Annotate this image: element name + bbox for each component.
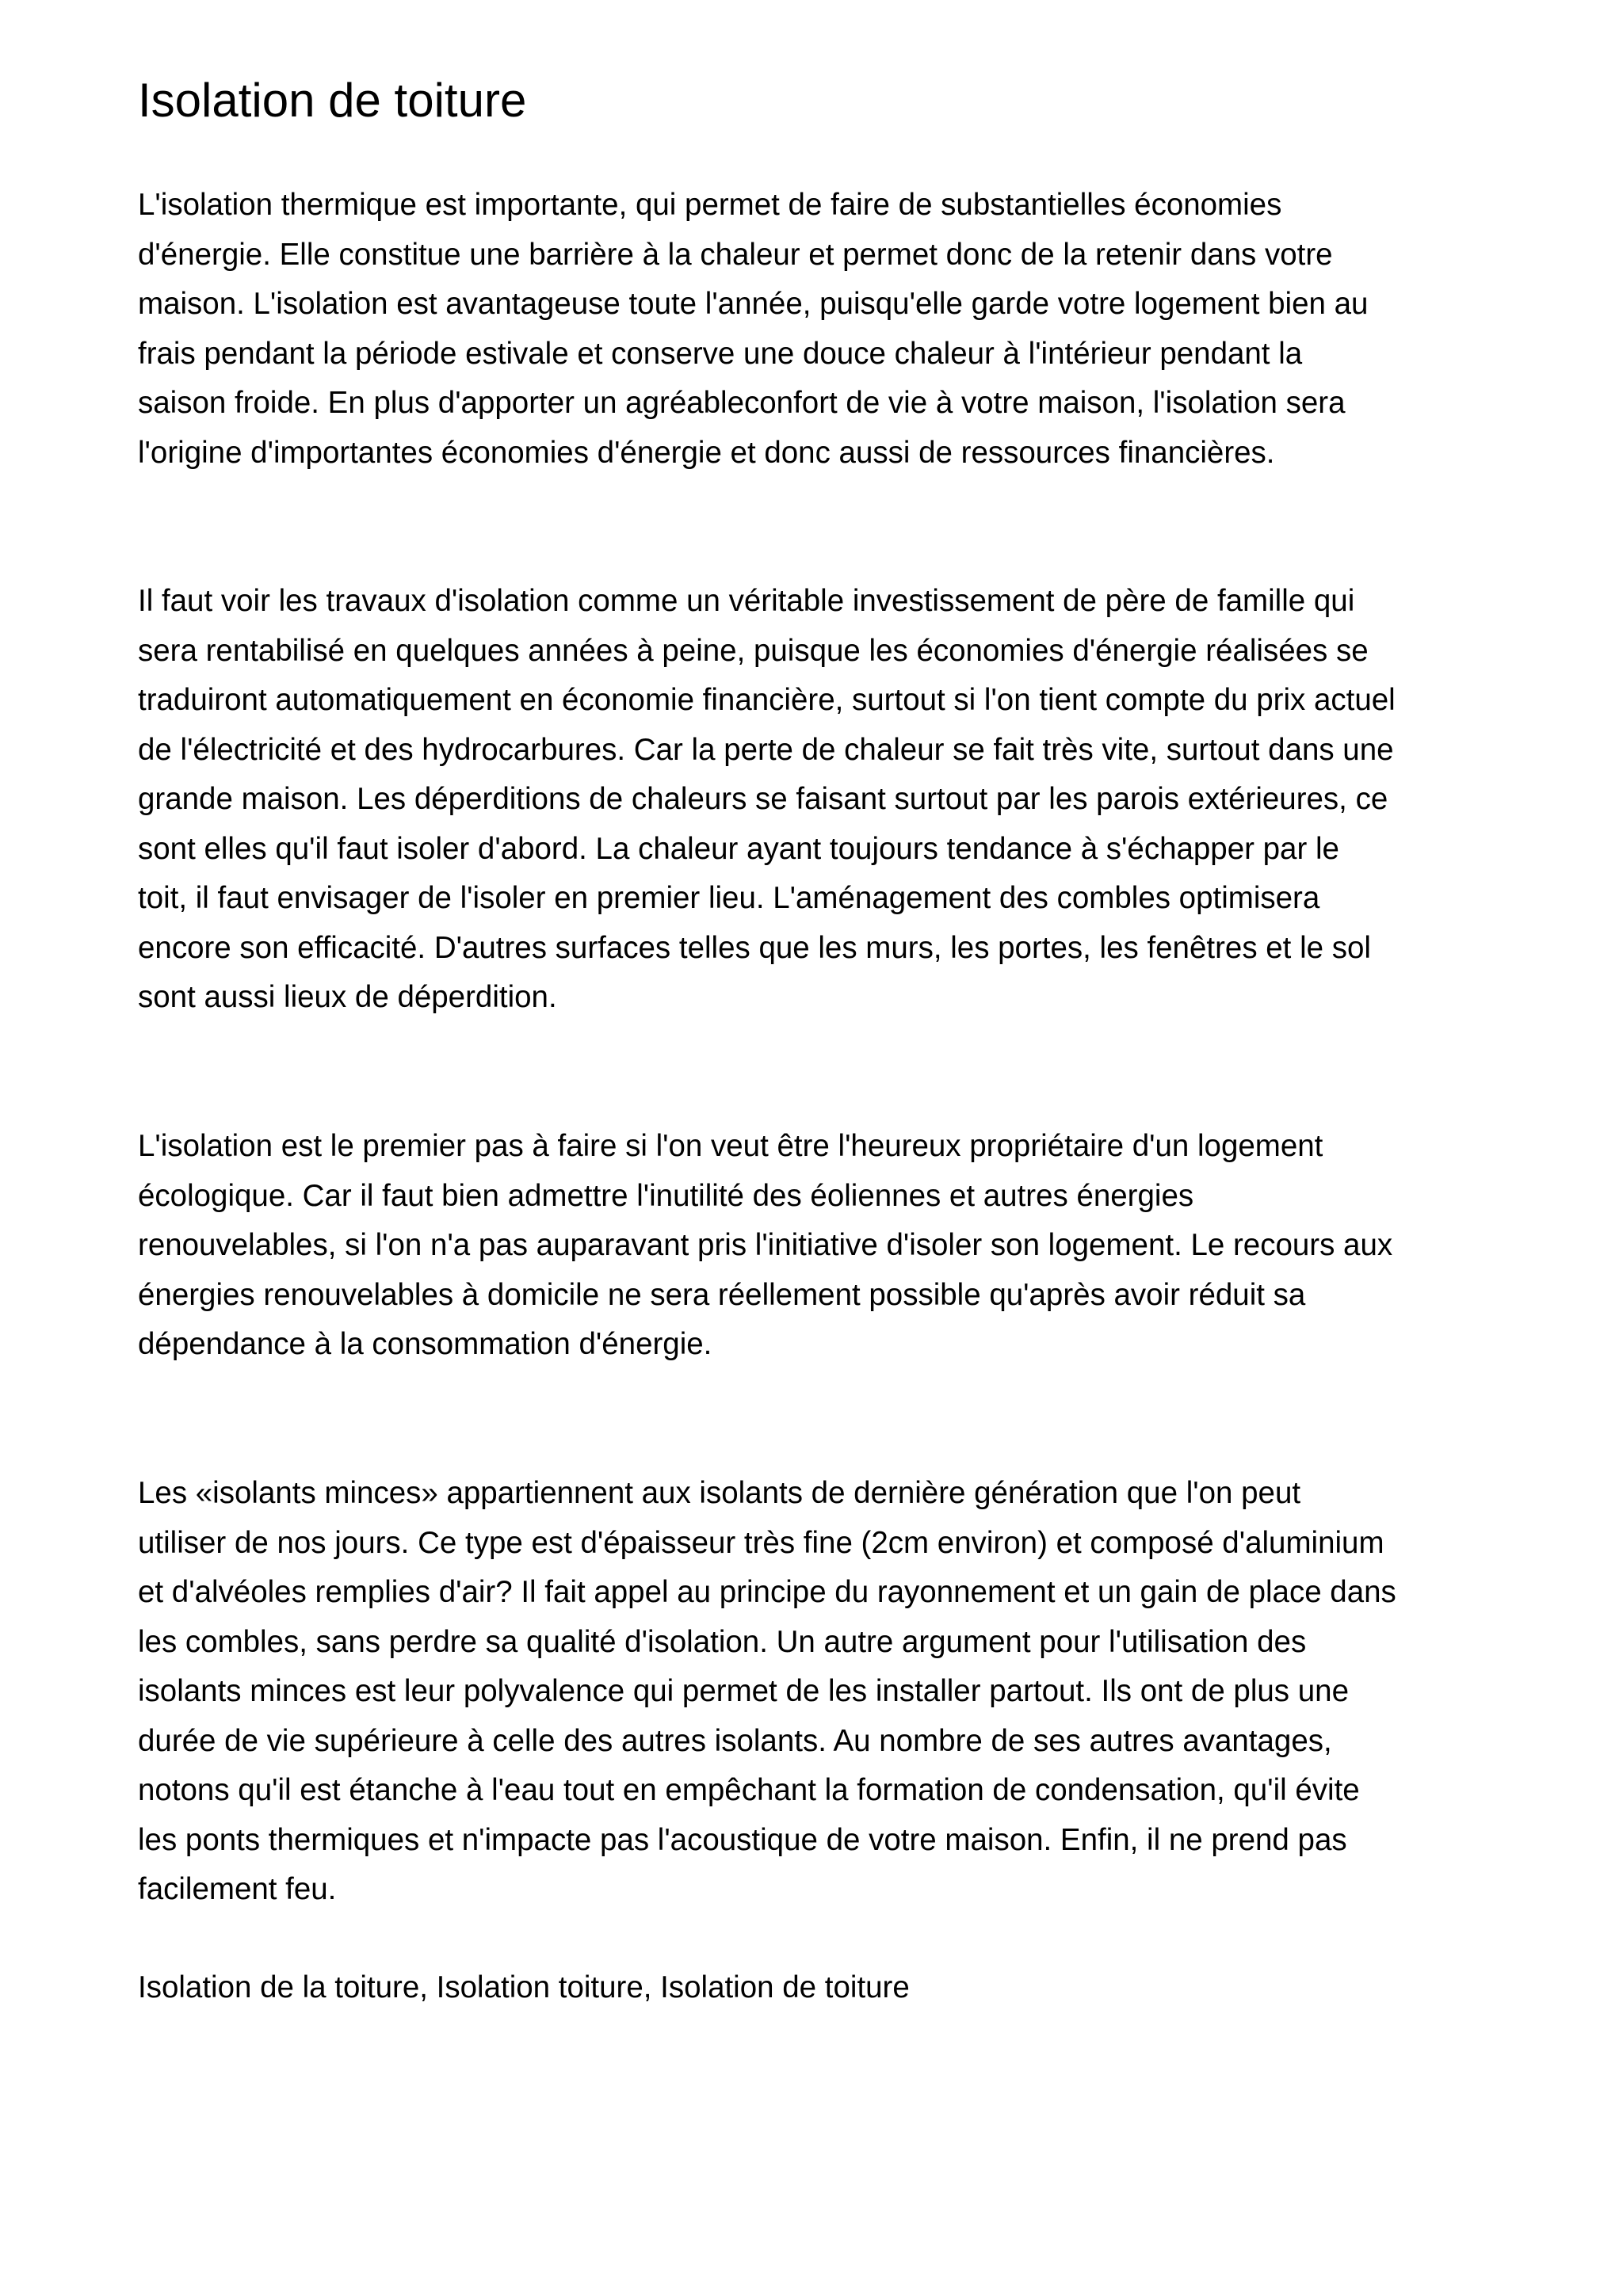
keywords-text: Isolation de la toiture, Isolation toiture, Isolation de toiture — [138, 1970, 910, 2004]
paragraph-line: traduiront automatiquement en économie financière, surtout si l'on tient compte du prix actuel — [138, 683, 1396, 717]
paragraph-line: grande maison. Les déperditions de chaleurs se faisant surtout par les parois extérieures, ce — [138, 782, 1388, 816]
paragraph-line: et d'alvéoles remplies d'air? Il fait appel au principe du rayonnement et un gain de place dans — [138, 1575, 1396, 1609]
paragraph-line: isolants minces est leur polyvalence qui permet de les installer partout. Ils ont de plus une — [138, 1674, 1349, 1708]
paragraph-intro — [138, 181, 1501, 478]
paragraph-line: les combles, sans perdre sa qualité d'isolation. Un autre argument pour l'utilisation des — [138, 1624, 1307, 1659]
paragraph-line: les ponts thermiques et n'impacte pas l'acoustique de votre maison. Enfin, il ne prend pas — [138, 1822, 1347, 1857]
paragraph-line: Il faut voir les travaux d'isolation comme un véritable investissement de père de famille qui — [138, 584, 1355, 618]
paragraph-line: utiliser de nos jours. Ce type est d'épaisseur très fine (2cm environ) et composé d'aluminium — [138, 1525, 1384, 1560]
paragraph-line: toit, il faut envisager de l'isoler en premier lieu. L'aménagement des combles optimisera — [138, 881, 1320, 915]
paragraph-line: sont aussi lieux de déperdition. — [138, 980, 557, 1014]
paragraph-line: renouvelables, si l'on n'a pas auparavant pris l'initiative d'isoler son logement. Le recours aux — [138, 1228, 1393, 1262]
paragraph-thin-insulation — [138, 1469, 1501, 1915]
paragraph-line: l'origine d'importantes économies d'énergie et donc aussi de ressources financières. — [138, 435, 1275, 470]
paragraph-line: écologique. Car il faut bien admettre l'inutilité des éoliennes et autres énergies — [138, 1178, 1194, 1213]
paragraph-ecological — [138, 1122, 1501, 1370]
paragraph-line: saison froide. En plus d'apporter un agréableconfort de vie à votre maison, l'isolation sera — [138, 386, 1346, 420]
paragraph-line: de l'électricité et des hydrocarbures. Car la perte de chaleur se fait très vite, surtout dans une — [138, 732, 1394, 767]
document-title: Isolation de toiture — [138, 74, 527, 127]
paragraph-line: dépendance à la consommation d'énergie. — [138, 1327, 712, 1361]
paragraph-line: maison. L'isolation est avantageuse toute l'année, puisqu'elle garde votre logement bien au — [138, 287, 1369, 321]
paragraph-line: L'isolation est le premier pas à faire si l'on veut être l'heureux propriétaire d'un logement — [138, 1129, 1323, 1163]
paragraph-line: d'énergie. Elle constitue une barrière à la chaleur et permet donc de la retenir dans votre — [138, 237, 1333, 272]
paragraph-line: facilement feu. — [138, 1872, 337, 1906]
paragraph-line: notons qu'il est étanche à l'eau tout en empêchant la formation de condensation, qu'il évite — [138, 1773, 1360, 1807]
paragraph-line: sont elles qu'il faut isoler d'abord. La chaleur ayant toujours tendance à s'échapper par le — [138, 831, 1339, 866]
paragraph-line: encore son efficacité. D'autres surfaces telles que les murs, les portes, les fenêtres et le sol — [138, 930, 1371, 965]
paragraph-investment — [138, 577, 1501, 1023]
paragraph-line: sera rentabilisé en quelques années à peine, puisque les économies d'énergie réalisées se — [138, 633, 1369, 668]
paragraph-line: L'isolation thermique est importante, qui permet de faire de substantielles économies — [138, 188, 1282, 222]
paragraph-line: énergies renouvelables à domicile ne sera réellement possible qu'après avoir réduit sa — [138, 1277, 1306, 1312]
paragraph-line: frais pendant la période estivale et conserve une douce chaleur à l'intérieur pendant la — [138, 336, 1303, 371]
paragraph-line: Les «isolants minces» appartiennent aux isolants de dernière génération que l'on peut — [138, 1476, 1301, 1510]
paragraph-line: durée de vie supérieure à celle des autres isolants. Au nombre de ses autres avantages, — [138, 1723, 1332, 1758]
keywords-line — [138, 1963, 1501, 2013]
